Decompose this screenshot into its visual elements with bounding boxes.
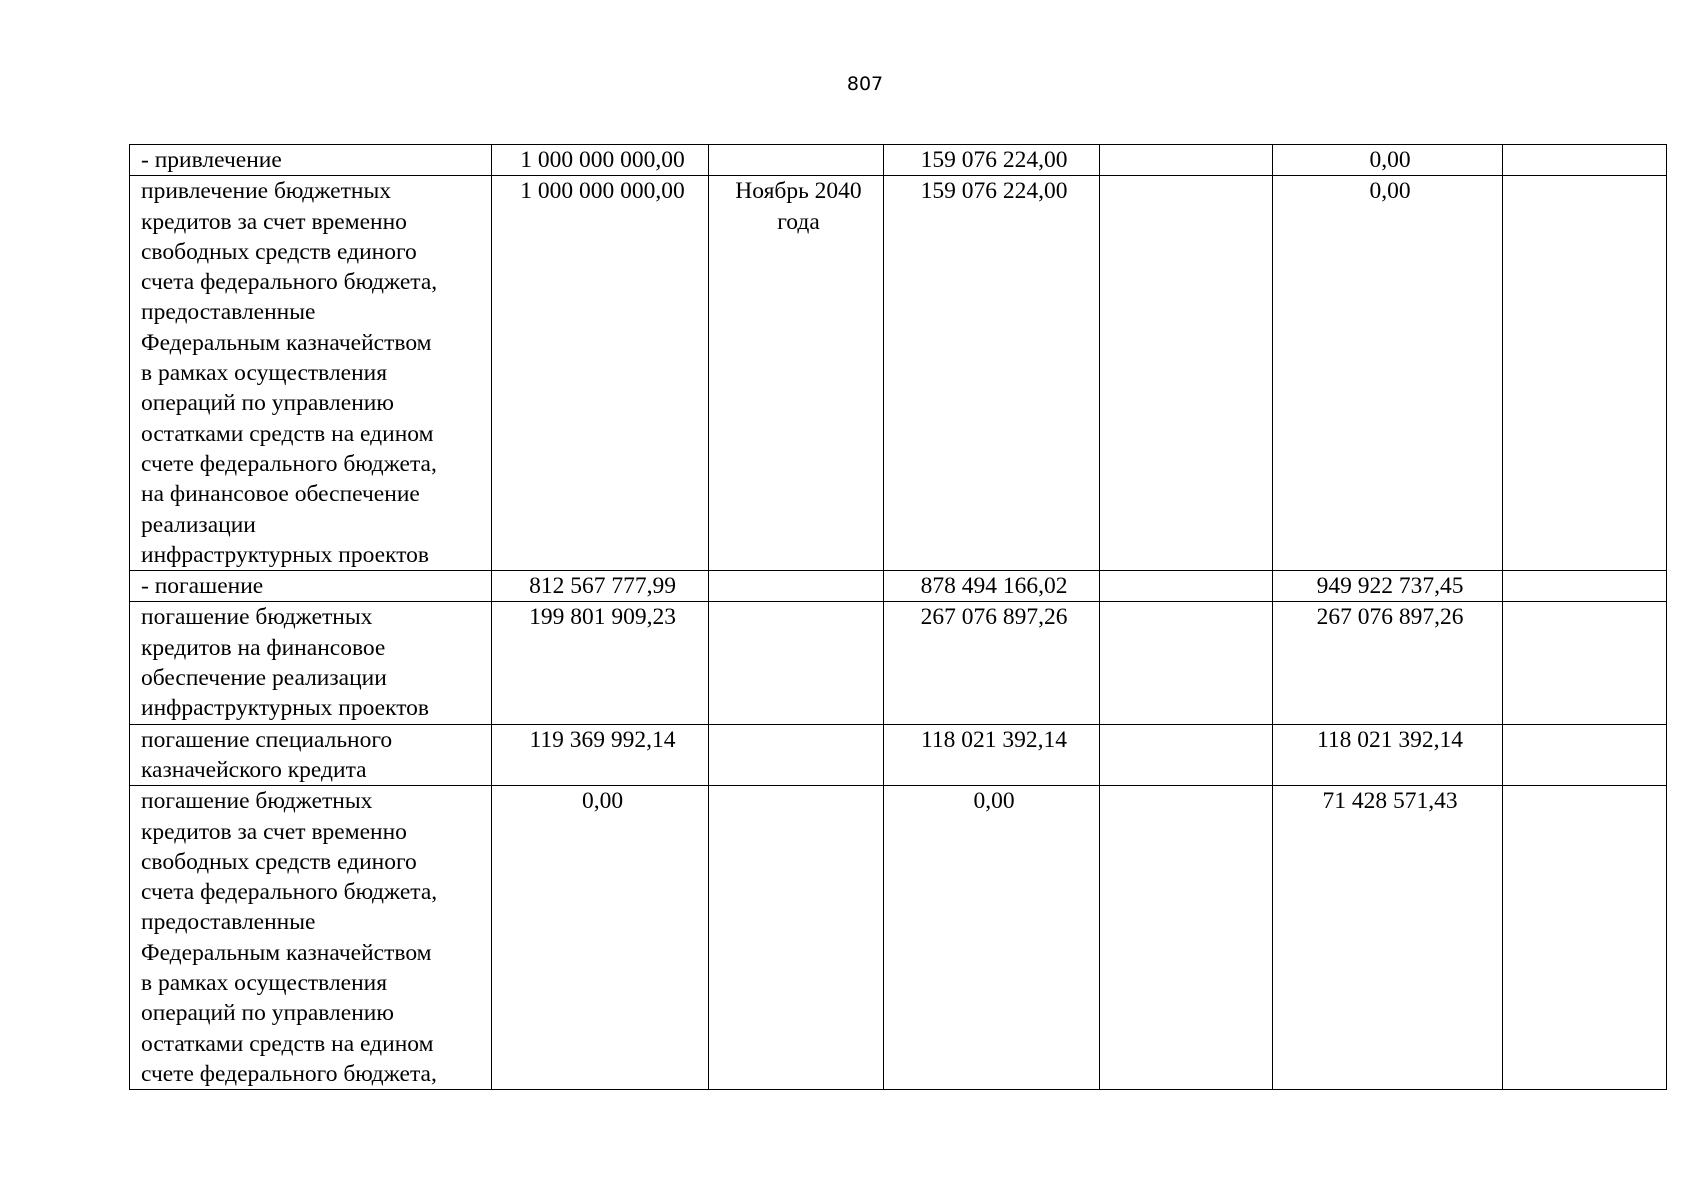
date-cell xyxy=(709,786,884,1090)
row-label: - привлечение xyxy=(130,145,492,176)
amount-cell: 1 000 000 000,00 xyxy=(492,145,709,176)
amount-cell: 949 922 737,45 xyxy=(1273,571,1503,602)
empty-cell xyxy=(1100,724,1273,786)
amount-cell: 118 021 392,14 xyxy=(1273,724,1503,786)
empty-cell xyxy=(1503,602,1667,724)
amount-cell: 118 021 392,14 xyxy=(884,724,1100,786)
empty-cell xyxy=(1100,145,1273,176)
row-label: погашение бюджетных кредитов на финансовое обеспечение реализации инфраструктурных проектов xyxy=(130,602,492,724)
amount-cell: 159 076 224,00 xyxy=(884,145,1100,176)
empty-cell xyxy=(1100,571,1273,602)
budget-table xyxy=(129,144,1667,1090)
amount-cell: 199 801 909,23 xyxy=(492,602,709,724)
empty-cell xyxy=(1503,724,1667,786)
empty-cell xyxy=(1100,176,1273,571)
empty-cell xyxy=(1100,602,1273,724)
date-cell: Ноябрь 2040 года xyxy=(709,176,884,571)
amount-cell: 0,00 xyxy=(1273,176,1503,571)
amount-cell: 812 567 777,99 xyxy=(492,571,709,602)
row-label: погашение бюджетных кредитов за счет временно свободных средств единого счета федерального бюджета, предоставленные Федеральным казначейством в рамках осуществления операций по управлению остатками средств на едином счете федерального бюджета, xyxy=(130,786,492,1090)
empty-cell xyxy=(1503,145,1667,176)
amount-cell: 159 076 224,00 xyxy=(884,176,1100,571)
amount-cell: 267 076 897,26 xyxy=(884,602,1100,724)
amount-cell: 0,00 xyxy=(884,786,1100,1090)
empty-cell xyxy=(1503,786,1667,1090)
page-number: 807 xyxy=(846,73,884,95)
amount-cell: 267 076 897,26 xyxy=(1273,602,1503,724)
empty-cell xyxy=(1503,176,1667,571)
table-row xyxy=(130,145,1667,176)
amount-cell: 1 000 000 000,00 xyxy=(492,176,709,571)
amount-cell: 119 369 992,14 xyxy=(492,724,709,786)
row-label: погашение специального казначейского кредита xyxy=(130,724,492,786)
table-row xyxy=(130,786,1667,1090)
amount-cell: 0,00 xyxy=(492,786,709,1090)
date-cell xyxy=(709,724,884,786)
table-row xyxy=(130,602,1667,724)
date-cell xyxy=(709,602,884,724)
amount-cell: 71 428 571,43 xyxy=(1273,786,1503,1090)
row-label: привлечение бюджетных кредитов за счет временно свободных средств единого счета федерального бюджета, предоставленные Федеральным казначейством в рамках осуществления операций по управлению остатками средств на едином счете федерального бюджета, на финансовое обеспечение реализации инфраструктурных проектов xyxy=(130,176,492,571)
row-label: - погашение xyxy=(130,571,492,602)
date-cell xyxy=(709,145,884,176)
empty-cell xyxy=(1503,571,1667,602)
date-cell xyxy=(709,571,884,602)
amount-cell: 878 494 166,02 xyxy=(884,571,1100,602)
table-row xyxy=(130,571,1667,602)
empty-cell xyxy=(1100,786,1273,1090)
amount-cell: 0,00 xyxy=(1273,145,1503,176)
table-row xyxy=(130,724,1667,786)
table-row xyxy=(130,176,1667,571)
